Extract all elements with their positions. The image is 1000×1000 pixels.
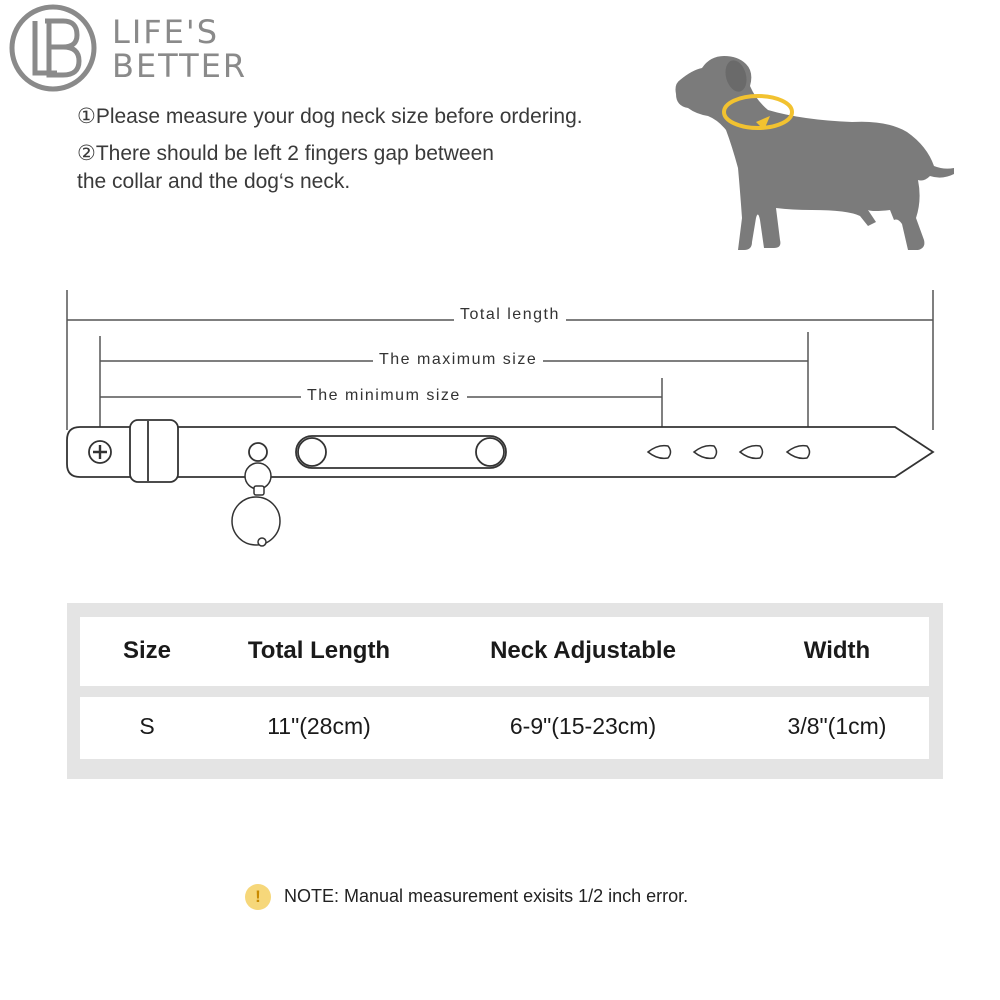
cell-neck-adjustable: 6-9"(15-23cm): [509, 713, 657, 739]
cell-width: 3/8"(1cm): [787, 713, 887, 739]
cell-total-length: 11"(28cm): [267, 713, 371, 739]
cell-size: S: [139, 713, 155, 739]
header-neck-adjustable: Neck Adjustable: [490, 637, 676, 664]
header-width: Width: [803, 637, 871, 664]
instruction-2: [77, 140, 597, 196]
brand-line-1: LIFE'S: [112, 13, 219, 51]
brand-name: [112, 13, 248, 85]
header-total-length: Total Length: [247, 637, 391, 664]
instruction-1: ①Please measure your dog neck size before ordering.: [77, 105, 583, 128]
dog-icon: [672, 50, 962, 260]
maximum-size-label: The maximum size: [373, 351, 543, 369]
brand-line-2: BETTER: [112, 47, 248, 85]
minimum-size-label: The minimum size: [301, 387, 467, 405]
instruction-2-line-2: the collar and the dog‘s neck.: [77, 170, 351, 193]
total-length-label: Total length: [454, 306, 566, 324]
instruction-2-line-1: ②There should be left 2 fingers gap between: [77, 142, 494, 165]
table-row: [80, 697, 929, 759]
header-size: Size: [122, 637, 172, 664]
table-header-row: [80, 617, 929, 686]
note-text: NOTE: Manual measurement exisits 1/2 inch error.: [284, 886, 689, 906]
warning-icon: !: [245, 884, 271, 910]
